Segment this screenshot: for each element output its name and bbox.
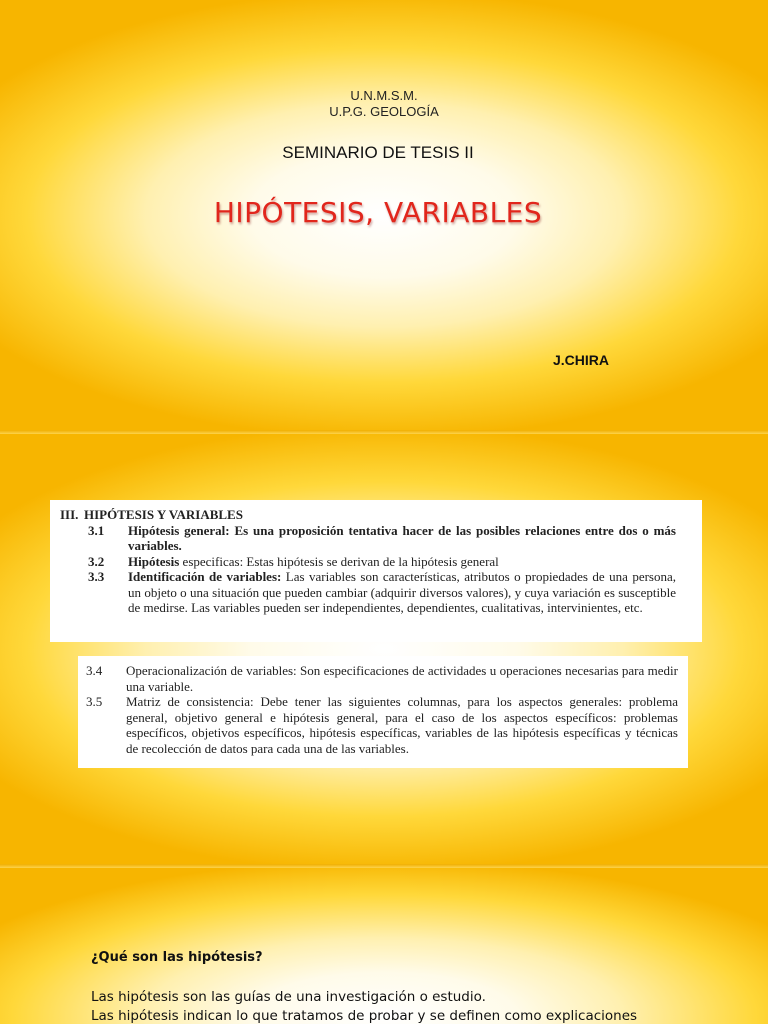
item-number: 3.4: [86, 663, 103, 678]
main-title: HIPÓTESIS, VARIABLES: [213, 196, 543, 229]
university-name: U.N.M.S.M.: [350, 88, 418, 103]
list-item: [60, 523, 676, 554]
item-text: Es una proposición tentativa hacer de las posibles relaciones entre dos o más variables.: [128, 522, 676, 553]
title-slide: [0, 0, 768, 430]
item-text: Las variables son características, atributos o propiedades de una persona, un objeto o una situación que pueden cambiar (adquirir diversos valores), y cuya variación es susceptible de medirse. Las variables pueden ser independientes, dependientes, cualitativas, intervinientes, etc.: [128, 569, 676, 615]
item-number: 3.3: [88, 569, 105, 584]
item-text: Matriz de consistencia: Debe tener las siguientes columnas, para los aspectos generales: problema general, objetivo general e hipótesis general, para el caso de los aspectos específicos: problemas específicos, objetivos específicos, hipótesis específicas, variables de las hipótesis específicas y técnicas de recolección de datos para cada una de las variables.: [126, 694, 678, 756]
item-term: Hipótesis general:: [128, 522, 230, 538]
item-term: Hipótesis: [128, 553, 180, 569]
body-text-line: Las hipótesis son las guías de una investigación o estudio.: [91, 989, 486, 1005]
item-text: Operacionalización de variables: Son especificaciones de actividades u operaciones necesarias para medir una variable.: [126, 663, 678, 694]
item-text: especificas: Estas hipótesis se derivan de la hipótesis general: [179, 553, 499, 569]
section-heading: [60, 507, 676, 523]
section-iii-continued-box: [78, 656, 688, 768]
item-number: 3.2: [88, 553, 105, 569]
list-item: [60, 569, 676, 616]
item-number: 3.1: [88, 522, 105, 538]
question-slide: [0, 868, 768, 1024]
list-item: [86, 694, 678, 756]
seminar-title: SEMINARIO DE TESIS II: [282, 143, 474, 162]
hypothesis-slide: [0, 434, 768, 864]
list-item: [86, 663, 678, 694]
item-number: 3.5: [86, 694, 103, 709]
body-text-line: Las hipótesis indican lo que tratamos de probar y se definen como explicaciones: [91, 1008, 638, 1024]
question-heading: ¿Qué son las hipótesis?: [91, 950, 263, 965]
section-iii-box: [50, 500, 702, 642]
list-item: [60, 554, 676, 570]
department-name: U.P.G. GEOLOGÍA: [329, 104, 439, 119]
section-title: HIPÓTESIS Y VARIABLES: [84, 507, 243, 522]
university-header: [0, 88, 768, 120]
section-number: III.: [60, 507, 79, 522]
item-term: Identificación de variables:: [128, 569, 282, 584]
author-name: J.CHIRA: [553, 352, 610, 368]
